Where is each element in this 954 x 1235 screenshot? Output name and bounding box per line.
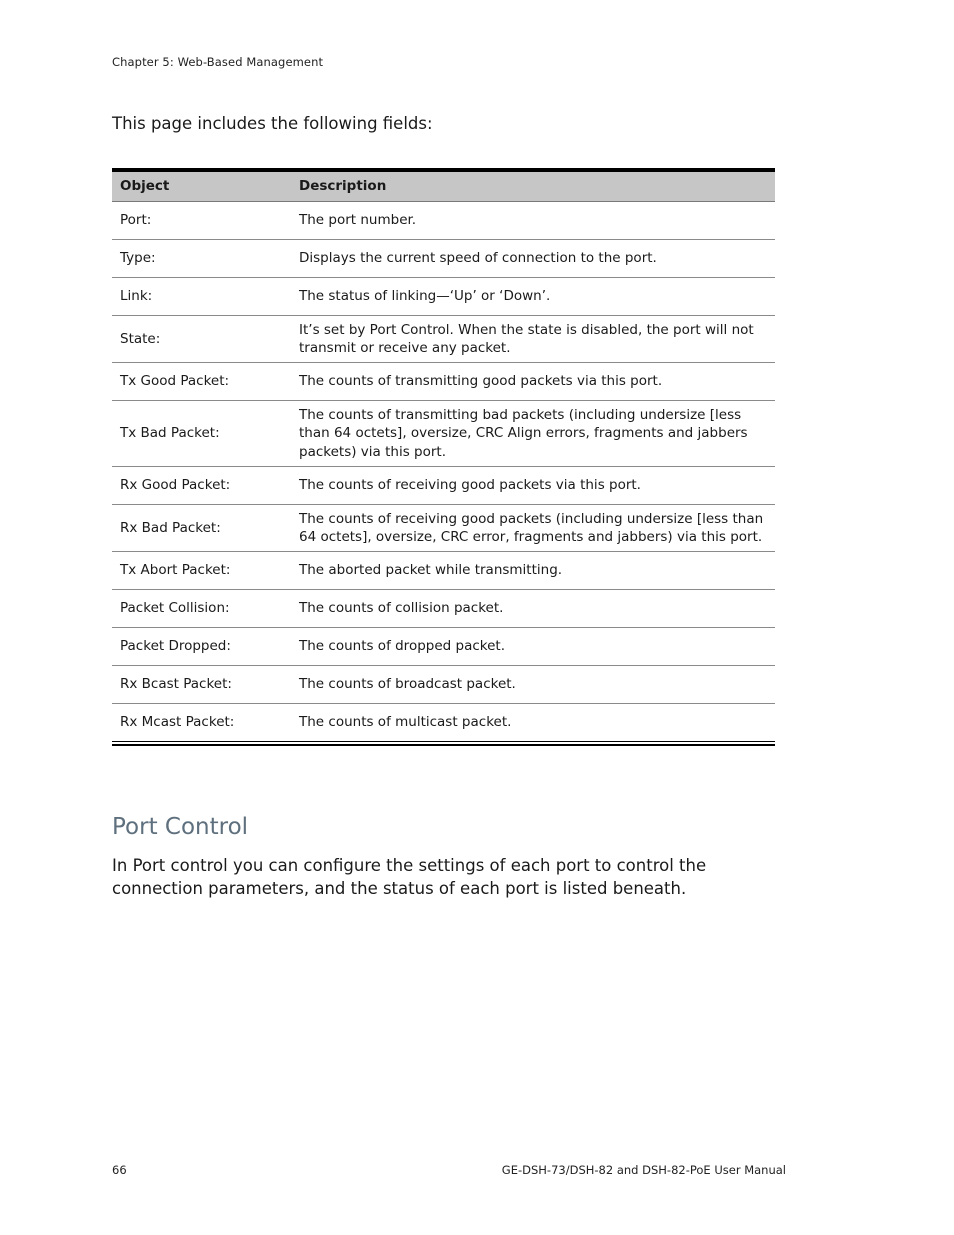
object-cell: Rx Bcast Packet: [112,666,291,704]
object-cell: Packet Dropped: [112,628,291,666]
table-row [112,316,775,363]
description-cell: The counts of receiving good packets (including undersize [less than 64 octets], oversize, CRC error, fragments and jabbers) via this port. [291,505,775,552]
table-row [112,240,775,278]
table-row [112,401,775,467]
table-row [112,704,775,742]
object-cell: Rx Mcast Packet: [120,714,235,731]
section-title: Port Control [112,814,249,840]
description-cell: The counts of multicast packet. [299,714,512,731]
object-cell: Tx Abort Packet: [112,552,291,590]
object-cell: Rx Bad Packet: [112,505,291,552]
running-header: Chapter 5: Web-Based Management [112,55,324,69]
object-cell: Tx Bad Packet: [112,401,291,467]
description-cell: Displays the current speed of connection to the port. [291,240,775,278]
description-cell: The counts of broadcast packet. [291,666,775,704]
object-cell: Packet Collision: [112,590,291,628]
section-body: In Port control you can configure the settings of each port to control the connection parameters, and the status of each port is listed beneath. [112,856,707,898]
object-cell: Tx Good Packet: [112,363,291,401]
object-cell: Port: [112,202,291,240]
table-row [112,505,775,552]
object-cell: State: [112,316,291,363]
table-row [112,590,775,628]
page-number: 66 [112,1163,127,1177]
description-cell: It’s set by Port Control. When the state is disabled, the port will not transmit or receive any packet. [291,316,775,363]
description-cell: The status of linking—‘Up’ or ‘Down’. [291,278,775,316]
table-row [112,202,775,240]
description-cell: The counts of collision packet. [291,590,775,628]
manual-title: GE-DSH-73/DSH-82 and DSH-82-PoE User Manual [501,1163,786,1177]
table-row [112,666,775,704]
description-cell: The counts of receiving good packets via this port. [291,467,775,505]
table-row [112,467,775,505]
fields-table [112,168,775,741]
description-cell: The counts of transmitting good packets via this port. [291,363,775,401]
table-row [112,552,775,590]
table-row [112,278,775,316]
object-cell: Type: [112,240,291,278]
table-header-row [112,170,775,202]
table-row [112,363,775,401]
description-cell: The port number. [291,202,775,240]
description-cell: The counts of dropped packet. [291,628,775,666]
column-header-object: Object [112,170,291,202]
description-cell: The counts of transmitting bad packets (including undersize [less than 64 octets], oversize, CRC Align errors, fragments and jabbers packets) via this port. [291,401,775,467]
table-bottom-rule [112,741,775,746]
column-header-description: Description [291,170,775,202]
object-cell: Rx Good Packet: [112,467,291,505]
description-cell: The aborted packet while transmitting. [291,552,775,590]
intro-text: This page includes the following fields: [112,114,433,133]
object-cell: Link: [112,278,291,316]
table-row [112,628,775,666]
